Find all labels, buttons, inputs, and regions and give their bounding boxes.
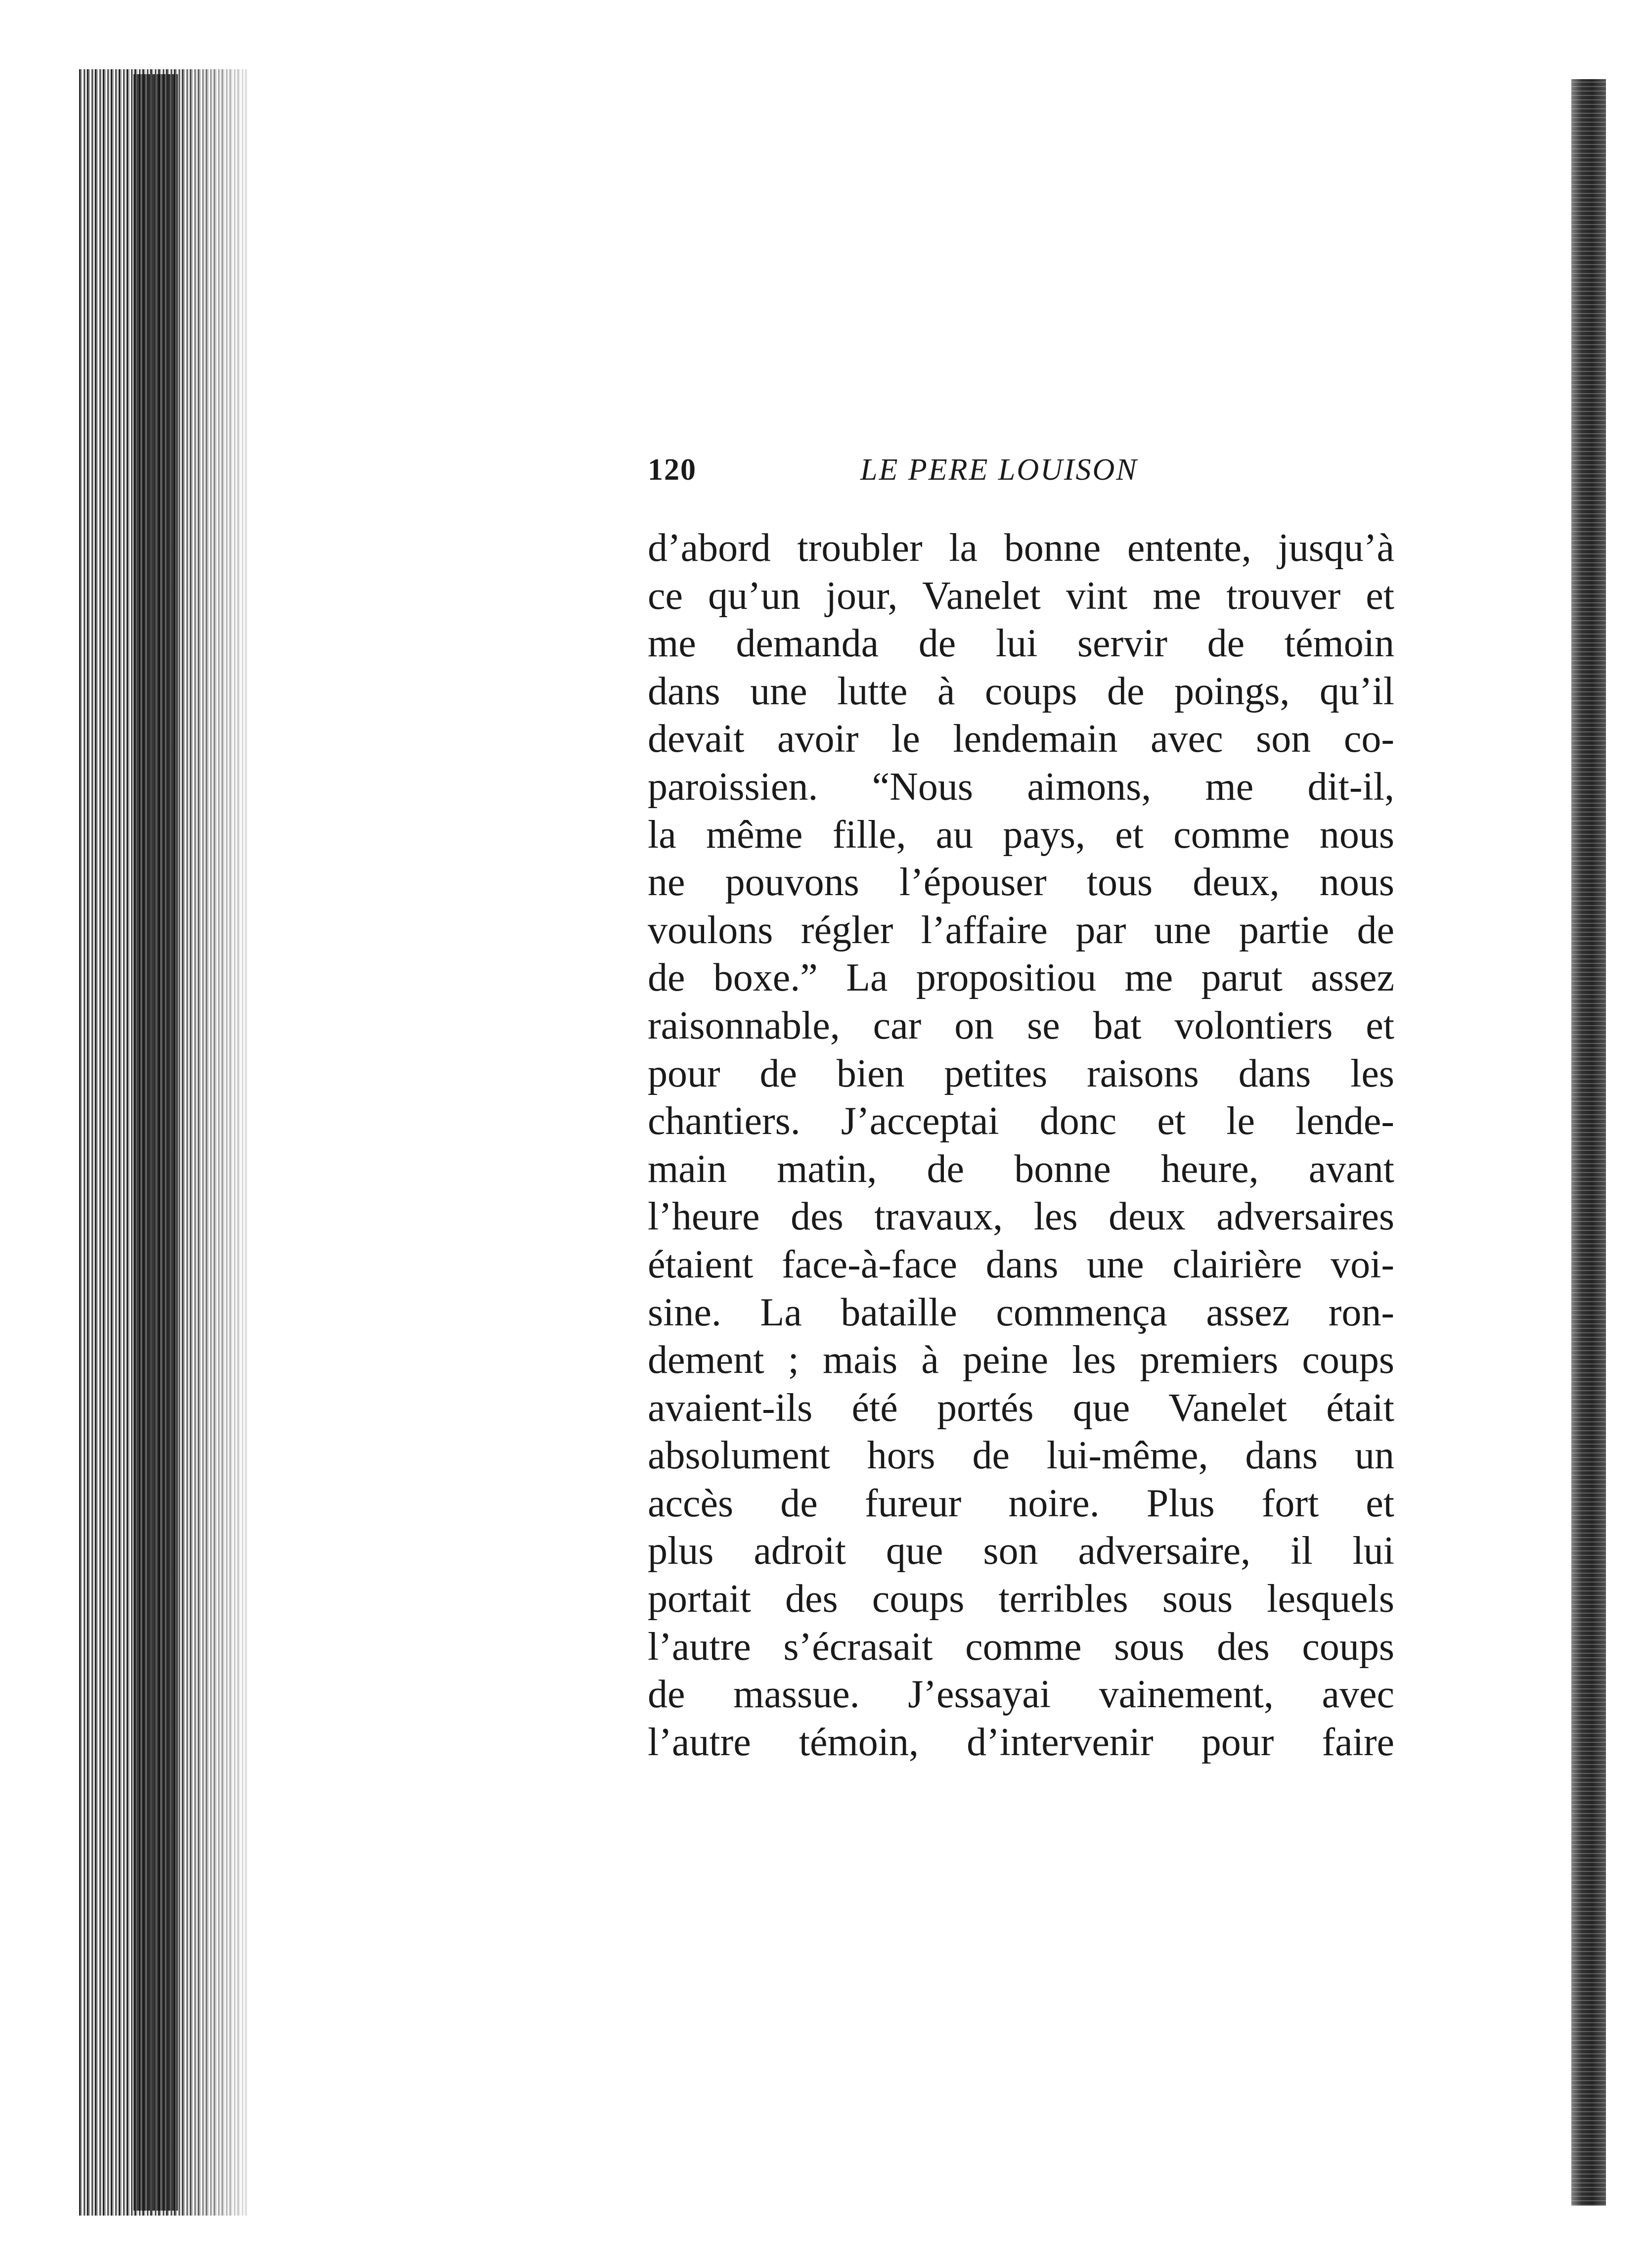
- text-line: me demanda de lui servir de témoin: [648, 622, 1394, 666]
- text-line: pour de bien petites raisons dans les: [648, 1051, 1394, 1095]
- text-line: paroissien. “Nous aimons, me dit-il,: [648, 765, 1394, 809]
- text-line: voulons régler l’affaire par une partie de: [648, 908, 1394, 952]
- text-line: dans une lutte à coups de poings, qu’il: [648, 669, 1394, 713]
- text-line: plus adroit que son adversaire, il lui: [648, 1529, 1394, 1573]
- page-number: 120: [648, 453, 697, 487]
- text-line: raisonnable, car on se bat volontiers et: [648, 1003, 1394, 1047]
- text-line: l’autre témoin, d’intervenir pour faire: [648, 1720, 1394, 1764]
- running-title: LE PERE LOUISON: [860, 453, 1138, 487]
- text-line: d’abord troubler la bonne entente, jusqu’à: [648, 526, 1394, 570]
- left-binding-shadow: [133, 74, 178, 2211]
- text-line: accès de fureur noire. Plus fort et: [648, 1481, 1394, 1525]
- text-line: portait des coups terribles sous lesquels: [648, 1577, 1394, 1621]
- right-edge-texture: [1568, 79, 1609, 2206]
- text-line: l’heure des travaux, les deux adversaires: [648, 1195, 1394, 1239]
- text-line: devait avoir le lendemain avec son co-: [648, 717, 1394, 761]
- text-line: sine. La bataille commença assez ron-: [648, 1290, 1394, 1334]
- text-line: avaient-ils été portés que Vanelet était: [648, 1386, 1394, 1430]
- body-text: [648, 524, 1394, 1766]
- text-line: absolument hors de lui-même, dans un: [648, 1434, 1394, 1478]
- text-line: main matin, de bonne heure, avant: [648, 1147, 1394, 1191]
- text-line: ne pouvons l’épouser tous deux, nous: [648, 861, 1394, 905]
- text-line: dement ; mais à peine les premiers coups: [648, 1338, 1394, 1382]
- text-line: de massue. J’essayai vainement, avec: [648, 1673, 1394, 1717]
- text-line: l’autre s’écrasait comme sous des coups: [648, 1625, 1394, 1669]
- page-header: [648, 453, 1399, 497]
- text-line: de boxe.” La propositiou me parut assez: [648, 956, 1394, 1000]
- text-line: ce qu’un jour, Vanelet vint me trouver et: [648, 574, 1394, 618]
- text-line: la même fille, au pays, et comme nous: [648, 813, 1394, 857]
- text-line: étaient face-à-face dans une clairière voi-: [648, 1242, 1394, 1286]
- text-line: chantiers. J’acceptai donc et le lende-: [648, 1099, 1394, 1143]
